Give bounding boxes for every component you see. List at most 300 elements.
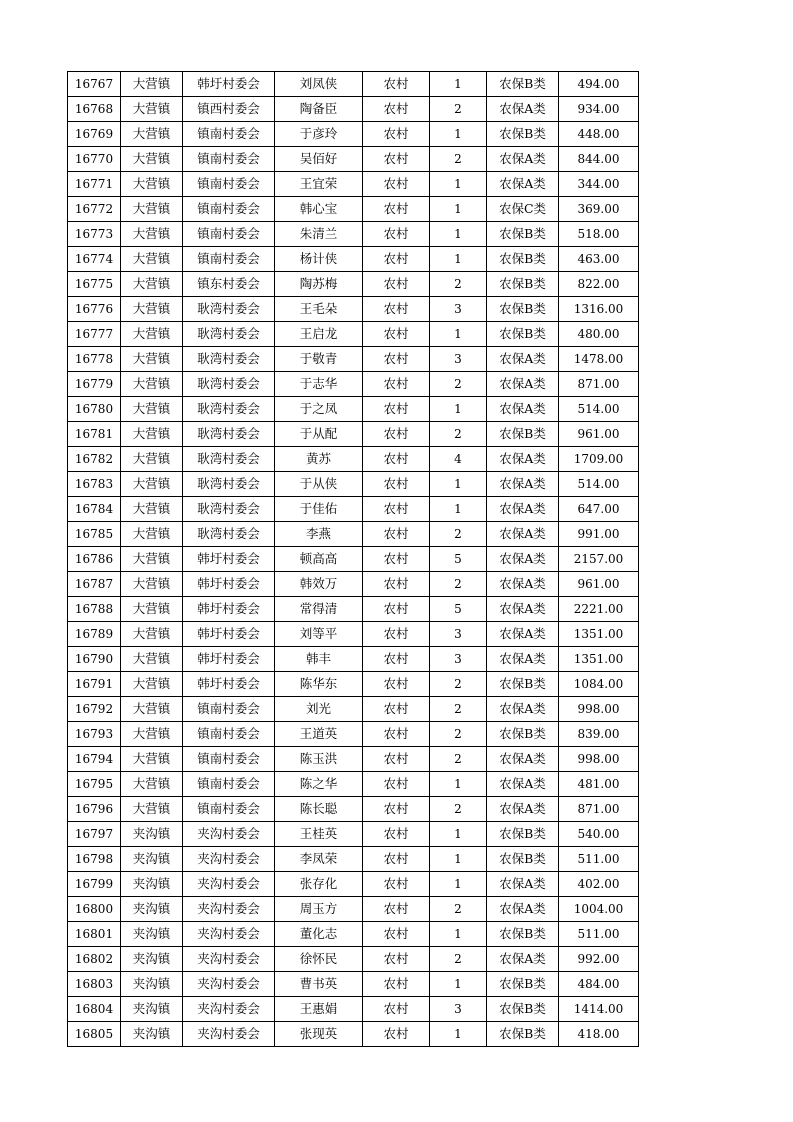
amount-cell: 998.00: [559, 747, 639, 772]
town-cell: 大营镇: [121, 547, 183, 572]
insurance-category-cell: 农保A类: [487, 97, 559, 122]
record-number-cell: 16803: [68, 972, 121, 997]
insurance-category-cell: 农保A类: [487, 872, 559, 897]
household-size-cell: 1: [430, 872, 487, 897]
amount-cell: 484.00: [559, 972, 639, 997]
table-row: [68, 622, 639, 647]
town-cell: 大营镇: [121, 147, 183, 172]
person-name-cell: 刘凤侠: [275, 72, 363, 97]
insurance-category-cell: 农保A类: [487, 747, 559, 772]
residence-type-cell: 农村: [363, 597, 430, 622]
person-name-cell: 陈玉洪: [275, 747, 363, 772]
residence-type-cell: 农村: [363, 997, 430, 1022]
table-row: [68, 747, 639, 772]
village-committee-cell: 夹沟村委会: [183, 922, 275, 947]
insurance-category-cell: 农保B类: [487, 222, 559, 247]
record-number-cell: 16796: [68, 797, 121, 822]
insurance-category-cell: 农保B类: [487, 297, 559, 322]
table-row: [68, 72, 639, 97]
village-committee-cell: 夹沟村委会: [183, 972, 275, 997]
village-committee-cell: 耿湾村委会: [183, 397, 275, 422]
village-committee-cell: 夹沟村委会: [183, 872, 275, 897]
amount-cell: 1478.00: [559, 347, 639, 372]
household-size-cell: 2: [430, 572, 487, 597]
insurance-category-cell: 农保A类: [487, 697, 559, 722]
person-name-cell: 王毛朵: [275, 297, 363, 322]
village-committee-cell: 镇西村委会: [183, 97, 275, 122]
village-committee-cell: 夹沟村委会: [183, 847, 275, 872]
residence-type-cell: 农村: [363, 922, 430, 947]
town-cell: 夹沟镇: [121, 847, 183, 872]
village-committee-cell: 韩圩村委会: [183, 672, 275, 697]
table-row: [68, 647, 639, 672]
person-name-cell: 黄苏: [275, 447, 363, 472]
insurance-category-cell: 农保A类: [487, 372, 559, 397]
amount-cell: 511.00: [559, 922, 639, 947]
table-row: [68, 572, 639, 597]
amount-cell: 961.00: [559, 572, 639, 597]
record-number-cell: 16767: [68, 72, 121, 97]
record-number-cell: 16771: [68, 172, 121, 197]
household-size-cell: 5: [430, 547, 487, 572]
person-name-cell: 王惠娟: [275, 997, 363, 1022]
person-name-cell: 于从配: [275, 422, 363, 447]
table-row: [68, 697, 639, 722]
person-name-cell: 杨计侠: [275, 247, 363, 272]
residence-type-cell: 农村: [363, 247, 430, 272]
record-number-cell: 16788: [68, 597, 121, 622]
table-row: [68, 247, 639, 272]
residence-type-cell: 农村: [363, 272, 430, 297]
household-size-cell: 1: [430, 322, 487, 347]
table-body: [68, 72, 639, 1047]
person-name-cell: 韩效万: [275, 572, 363, 597]
household-size-cell: 4: [430, 447, 487, 472]
table-row: [68, 147, 639, 172]
village-committee-cell: 夹沟村委会: [183, 947, 275, 972]
insurance-category-cell: 农保B类: [487, 922, 559, 947]
insurance-category-cell: 农保A类: [487, 397, 559, 422]
person-name-cell: 李燕: [275, 522, 363, 547]
household-size-cell: 5: [430, 597, 487, 622]
village-committee-cell: 夹沟村委会: [183, 822, 275, 847]
amount-cell: 1351.00: [559, 622, 639, 647]
record-number-cell: 16769: [68, 122, 121, 147]
table-row: [68, 122, 639, 147]
insurance-category-cell: 农保A类: [487, 572, 559, 597]
residence-type-cell: 农村: [363, 747, 430, 772]
household-size-cell: 1: [430, 822, 487, 847]
town-cell: 大营镇: [121, 97, 183, 122]
household-size-cell: 1: [430, 472, 487, 497]
household-size-cell: 1: [430, 122, 487, 147]
town-cell: 大营镇: [121, 447, 183, 472]
village-committee-cell: 韩圩村委会: [183, 572, 275, 597]
record-number-cell: 16782: [68, 447, 121, 472]
record-number-cell: 16784: [68, 497, 121, 522]
person-name-cell: 朱清兰: [275, 222, 363, 247]
town-cell: 大营镇: [121, 622, 183, 647]
insurance-category-cell: 农保B类: [487, 972, 559, 997]
residence-type-cell: 农村: [363, 897, 430, 922]
amount-cell: 991.00: [559, 522, 639, 547]
person-name-cell: 于佳佑: [275, 497, 363, 522]
amount-cell: 992.00: [559, 947, 639, 972]
household-size-cell: 1: [430, 172, 487, 197]
insurance-category-cell: 农保A类: [487, 647, 559, 672]
residence-type-cell: 农村: [363, 347, 430, 372]
village-committee-cell: 镇南村委会: [183, 772, 275, 797]
insurance-category-cell: 农保B类: [487, 822, 559, 847]
village-committee-cell: 韩圩村委会: [183, 597, 275, 622]
person-name-cell: 曹书英: [275, 972, 363, 997]
residence-type-cell: 农村: [363, 497, 430, 522]
town-cell: 大营镇: [121, 422, 183, 447]
amount-cell: 1414.00: [559, 997, 639, 1022]
person-name-cell: 王启龙: [275, 322, 363, 347]
amount-cell: 1004.00: [559, 897, 639, 922]
record-number-cell: 16802: [68, 947, 121, 972]
table-row: [68, 547, 639, 572]
record-number-cell: 16789: [68, 622, 121, 647]
table-row: [68, 422, 639, 447]
person-name-cell: 张现英: [275, 1022, 363, 1047]
household-size-cell: 2: [430, 697, 487, 722]
household-size-cell: 1: [430, 922, 487, 947]
village-committee-cell: 韩圩村委会: [183, 72, 275, 97]
household-size-cell: 2: [430, 422, 487, 447]
record-number-cell: 16785: [68, 522, 121, 547]
town-cell: 大营镇: [121, 122, 183, 147]
record-number-cell: 16772: [68, 197, 121, 222]
table-row: [68, 272, 639, 297]
town-cell: 夹沟镇: [121, 947, 183, 972]
town-cell: 大营镇: [121, 397, 183, 422]
amount-cell: 961.00: [559, 422, 639, 447]
person-name-cell: 韩丰: [275, 647, 363, 672]
town-cell: 夹沟镇: [121, 1022, 183, 1047]
record-number-cell: 16797: [68, 822, 121, 847]
table-row: [68, 897, 639, 922]
record-number-cell: 16777: [68, 322, 121, 347]
record-number-cell: 16794: [68, 747, 121, 772]
household-size-cell: 1: [430, 247, 487, 272]
person-name-cell: 王道英: [275, 722, 363, 747]
residence-type-cell: 农村: [363, 147, 430, 172]
residence-type-cell: 农村: [363, 122, 430, 147]
town-cell: 夹沟镇: [121, 822, 183, 847]
person-name-cell: 周玉方: [275, 897, 363, 922]
residence-type-cell: 农村: [363, 322, 430, 347]
household-size-cell: 2: [430, 522, 487, 547]
person-name-cell: 陈华东: [275, 672, 363, 697]
person-name-cell: 于从侠: [275, 472, 363, 497]
insurance-category-cell: 农保B类: [487, 672, 559, 697]
residence-type-cell: 农村: [363, 72, 430, 97]
record-number-cell: 16770: [68, 147, 121, 172]
insurance-category-cell: 农保B类: [487, 272, 559, 297]
town-cell: 大营镇: [121, 797, 183, 822]
record-number-cell: 16793: [68, 722, 121, 747]
amount-cell: 1351.00: [559, 647, 639, 672]
insurance-category-cell: 农保A类: [487, 172, 559, 197]
amount-cell: 871.00: [559, 372, 639, 397]
household-size-cell: 1: [430, 72, 487, 97]
amount-cell: 344.00: [559, 172, 639, 197]
town-cell: 夹沟镇: [121, 997, 183, 1022]
residence-type-cell: 农村: [363, 197, 430, 222]
village-committee-cell: 耿湾村委会: [183, 472, 275, 497]
household-size-cell: 2: [430, 147, 487, 172]
residence-type-cell: 农村: [363, 672, 430, 697]
town-cell: 大营镇: [121, 597, 183, 622]
insurance-category-cell: 农保A类: [487, 447, 559, 472]
insurance-category-cell: 农保A类: [487, 147, 559, 172]
person-name-cell: 吴佰好: [275, 147, 363, 172]
person-name-cell: 于彦玲: [275, 122, 363, 147]
amount-cell: 402.00: [559, 872, 639, 897]
household-size-cell: 2: [430, 97, 487, 122]
insurance-category-cell: 农保A类: [487, 472, 559, 497]
amount-cell: 1084.00: [559, 672, 639, 697]
amount-cell: 2221.00: [559, 597, 639, 622]
residence-type-cell: 农村: [363, 697, 430, 722]
residence-type-cell: 农村: [363, 222, 430, 247]
household-size-cell: 3: [430, 622, 487, 647]
table-row: [68, 322, 639, 347]
record-number-cell: 16780: [68, 397, 121, 422]
town-cell: 大营镇: [121, 647, 183, 672]
town-cell: 大营镇: [121, 672, 183, 697]
town-cell: 大营镇: [121, 497, 183, 522]
record-number-cell: 16805: [68, 1022, 121, 1047]
table-row: [68, 822, 639, 847]
village-committee-cell: 镇南村委会: [183, 722, 275, 747]
village-committee-cell: 镇南村委会: [183, 222, 275, 247]
town-cell: 大营镇: [121, 722, 183, 747]
table-row: [68, 872, 639, 897]
insurance-category-cell: 农保A类: [487, 772, 559, 797]
residence-type-cell: 农村: [363, 397, 430, 422]
village-committee-cell: 夹沟村委会: [183, 997, 275, 1022]
amount-cell: 839.00: [559, 722, 639, 747]
table-row: [68, 672, 639, 697]
residence-type-cell: 农村: [363, 572, 430, 597]
household-size-cell: 1: [430, 497, 487, 522]
person-name-cell: 李凤荣: [275, 847, 363, 872]
town-cell: 大营镇: [121, 72, 183, 97]
residence-type-cell: 农村: [363, 547, 430, 572]
town-cell: 大营镇: [121, 272, 183, 297]
record-number-cell: 16790: [68, 647, 121, 672]
residence-type-cell: 农村: [363, 647, 430, 672]
insurance-category-cell: 农保A类: [487, 622, 559, 647]
household-size-cell: 1: [430, 397, 487, 422]
town-cell: 大营镇: [121, 222, 183, 247]
table-row: [68, 372, 639, 397]
table-row: [68, 97, 639, 122]
record-number-cell: 16774: [68, 247, 121, 272]
residence-type-cell: 农村: [363, 372, 430, 397]
household-size-cell: 3: [430, 347, 487, 372]
record-number-cell: 16786: [68, 547, 121, 572]
person-name-cell: 于志华: [275, 372, 363, 397]
town-cell: 大营镇: [121, 247, 183, 272]
insurance-category-cell: 农保B类: [487, 322, 559, 347]
record-number-cell: 16804: [68, 997, 121, 1022]
table-row: [68, 772, 639, 797]
record-number-cell: 16781: [68, 422, 121, 447]
residence-type-cell: 农村: [363, 822, 430, 847]
record-number-cell: 16800: [68, 897, 121, 922]
amount-cell: 647.00: [559, 497, 639, 522]
village-committee-cell: 韩圩村委会: [183, 622, 275, 647]
record-number-cell: 16787: [68, 572, 121, 597]
table-row: [68, 397, 639, 422]
amount-cell: 480.00: [559, 322, 639, 347]
residence-type-cell: 农村: [363, 847, 430, 872]
person-name-cell: 陈之华: [275, 772, 363, 797]
household-size-cell: 2: [430, 947, 487, 972]
residence-type-cell: 农村: [363, 422, 430, 447]
household-size-cell: 2: [430, 272, 487, 297]
amount-cell: 934.00: [559, 97, 639, 122]
household-size-cell: 3: [430, 997, 487, 1022]
town-cell: 大营镇: [121, 697, 183, 722]
town-cell: 夹沟镇: [121, 972, 183, 997]
insurance-category-cell: 农保B类: [487, 422, 559, 447]
residence-type-cell: 农村: [363, 97, 430, 122]
amount-cell: 822.00: [559, 272, 639, 297]
amount-cell: 448.00: [559, 122, 639, 147]
household-size-cell: 1: [430, 1022, 487, 1047]
table-row: [68, 347, 639, 372]
table-row: [68, 472, 639, 497]
insurance-category-cell: 农保C类: [487, 197, 559, 222]
record-number-cell: 16773: [68, 222, 121, 247]
person-name-cell: 陶苏梅: [275, 272, 363, 297]
table-row: [68, 222, 639, 247]
amount-cell: 2157.00: [559, 547, 639, 572]
table-row: [68, 297, 639, 322]
insurance-category-cell: 农保B类: [487, 997, 559, 1022]
town-cell: 大营镇: [121, 347, 183, 372]
amount-cell: 481.00: [559, 772, 639, 797]
amount-cell: 1316.00: [559, 297, 639, 322]
town-cell: 大营镇: [121, 747, 183, 772]
household-size-cell: 1: [430, 772, 487, 797]
residence-type-cell: 农村: [363, 947, 430, 972]
village-committee-cell: 韩圩村委会: [183, 547, 275, 572]
insurance-category-cell: 农保A类: [487, 897, 559, 922]
village-committee-cell: 韩圩村委会: [183, 647, 275, 672]
village-committee-cell: 镇南村委会: [183, 197, 275, 222]
village-committee-cell: 耿湾村委会: [183, 522, 275, 547]
village-committee-cell: 夹沟村委会: [183, 897, 275, 922]
record-number-cell: 16779: [68, 372, 121, 397]
insurance-category-cell: 农保B类: [487, 722, 559, 747]
village-committee-cell: 耿湾村委会: [183, 447, 275, 472]
town-cell: 大营镇: [121, 372, 183, 397]
insurance-category-cell: 农保A类: [487, 522, 559, 547]
insurance-category-cell: 农保B类: [487, 1022, 559, 1047]
amount-cell: 871.00: [559, 797, 639, 822]
table-row: [68, 497, 639, 522]
village-committee-cell: 镇南村委会: [183, 122, 275, 147]
village-committee-cell: 耿湾村委会: [183, 322, 275, 347]
town-cell: 夹沟镇: [121, 922, 183, 947]
record-number-cell: 16783: [68, 472, 121, 497]
residence-type-cell: 农村: [363, 297, 430, 322]
insurance-category-cell: 农保B类: [487, 847, 559, 872]
amount-cell: 418.00: [559, 1022, 639, 1047]
amount-cell: 540.00: [559, 822, 639, 847]
residence-type-cell: 农村: [363, 447, 430, 472]
person-name-cell: 韩心宝: [275, 197, 363, 222]
household-size-cell: 2: [430, 672, 487, 697]
record-number-cell: 16798: [68, 847, 121, 872]
record-number-cell: 16799: [68, 872, 121, 897]
record-number-cell: 16776: [68, 297, 121, 322]
amount-cell: 463.00: [559, 247, 639, 272]
town-cell: 大营镇: [121, 197, 183, 222]
table-row: [68, 797, 639, 822]
table-row: [68, 972, 639, 997]
town-cell: 大营镇: [121, 472, 183, 497]
record-number-cell: 16792: [68, 697, 121, 722]
person-name-cell: 王桂英: [275, 822, 363, 847]
amount-cell: 518.00: [559, 222, 639, 247]
town-cell: 大营镇: [121, 172, 183, 197]
person-name-cell: 陈长聪: [275, 797, 363, 822]
village-committee-cell: 耿湾村委会: [183, 372, 275, 397]
amount-cell: 1709.00: [559, 447, 639, 472]
person-name-cell: 于敬青: [275, 347, 363, 372]
person-name-cell: 顿高高: [275, 547, 363, 572]
record-number-cell: 16791: [68, 672, 121, 697]
person-name-cell: 陶备臣: [275, 97, 363, 122]
residence-type-cell: 农村: [363, 522, 430, 547]
household-size-cell: 2: [430, 747, 487, 772]
table-row: [68, 1022, 639, 1047]
insurance-category-cell: 农保B类: [487, 122, 559, 147]
residence-type-cell: 农村: [363, 722, 430, 747]
record-number-cell: 16775: [68, 272, 121, 297]
amount-cell: 511.00: [559, 847, 639, 872]
person-name-cell: 董化志: [275, 922, 363, 947]
amount-cell: 514.00: [559, 472, 639, 497]
village-committee-cell: 镇南村委会: [183, 797, 275, 822]
household-size-cell: 1: [430, 197, 487, 222]
insurance-category-cell: 农保A类: [487, 497, 559, 522]
amount-cell: 369.00: [559, 197, 639, 222]
village-committee-cell: 耿湾村委会: [183, 422, 275, 447]
person-name-cell: 刘等平: [275, 622, 363, 647]
table-row: [68, 197, 639, 222]
insurance-category-cell: 农保A类: [487, 347, 559, 372]
insurance-category-cell: 农保A类: [487, 797, 559, 822]
village-committee-cell: 镇南村委会: [183, 747, 275, 772]
amount-cell: 494.00: [559, 72, 639, 97]
village-committee-cell: 夹沟村委会: [183, 1022, 275, 1047]
table-row: [68, 447, 639, 472]
household-size-cell: 1: [430, 847, 487, 872]
household-size-cell: 2: [430, 722, 487, 747]
benefit-roster-table: [67, 71, 639, 1047]
person-name-cell: 王宜荣: [275, 172, 363, 197]
village-committee-cell: 耿湾村委会: [183, 297, 275, 322]
residence-type-cell: 农村: [363, 772, 430, 797]
